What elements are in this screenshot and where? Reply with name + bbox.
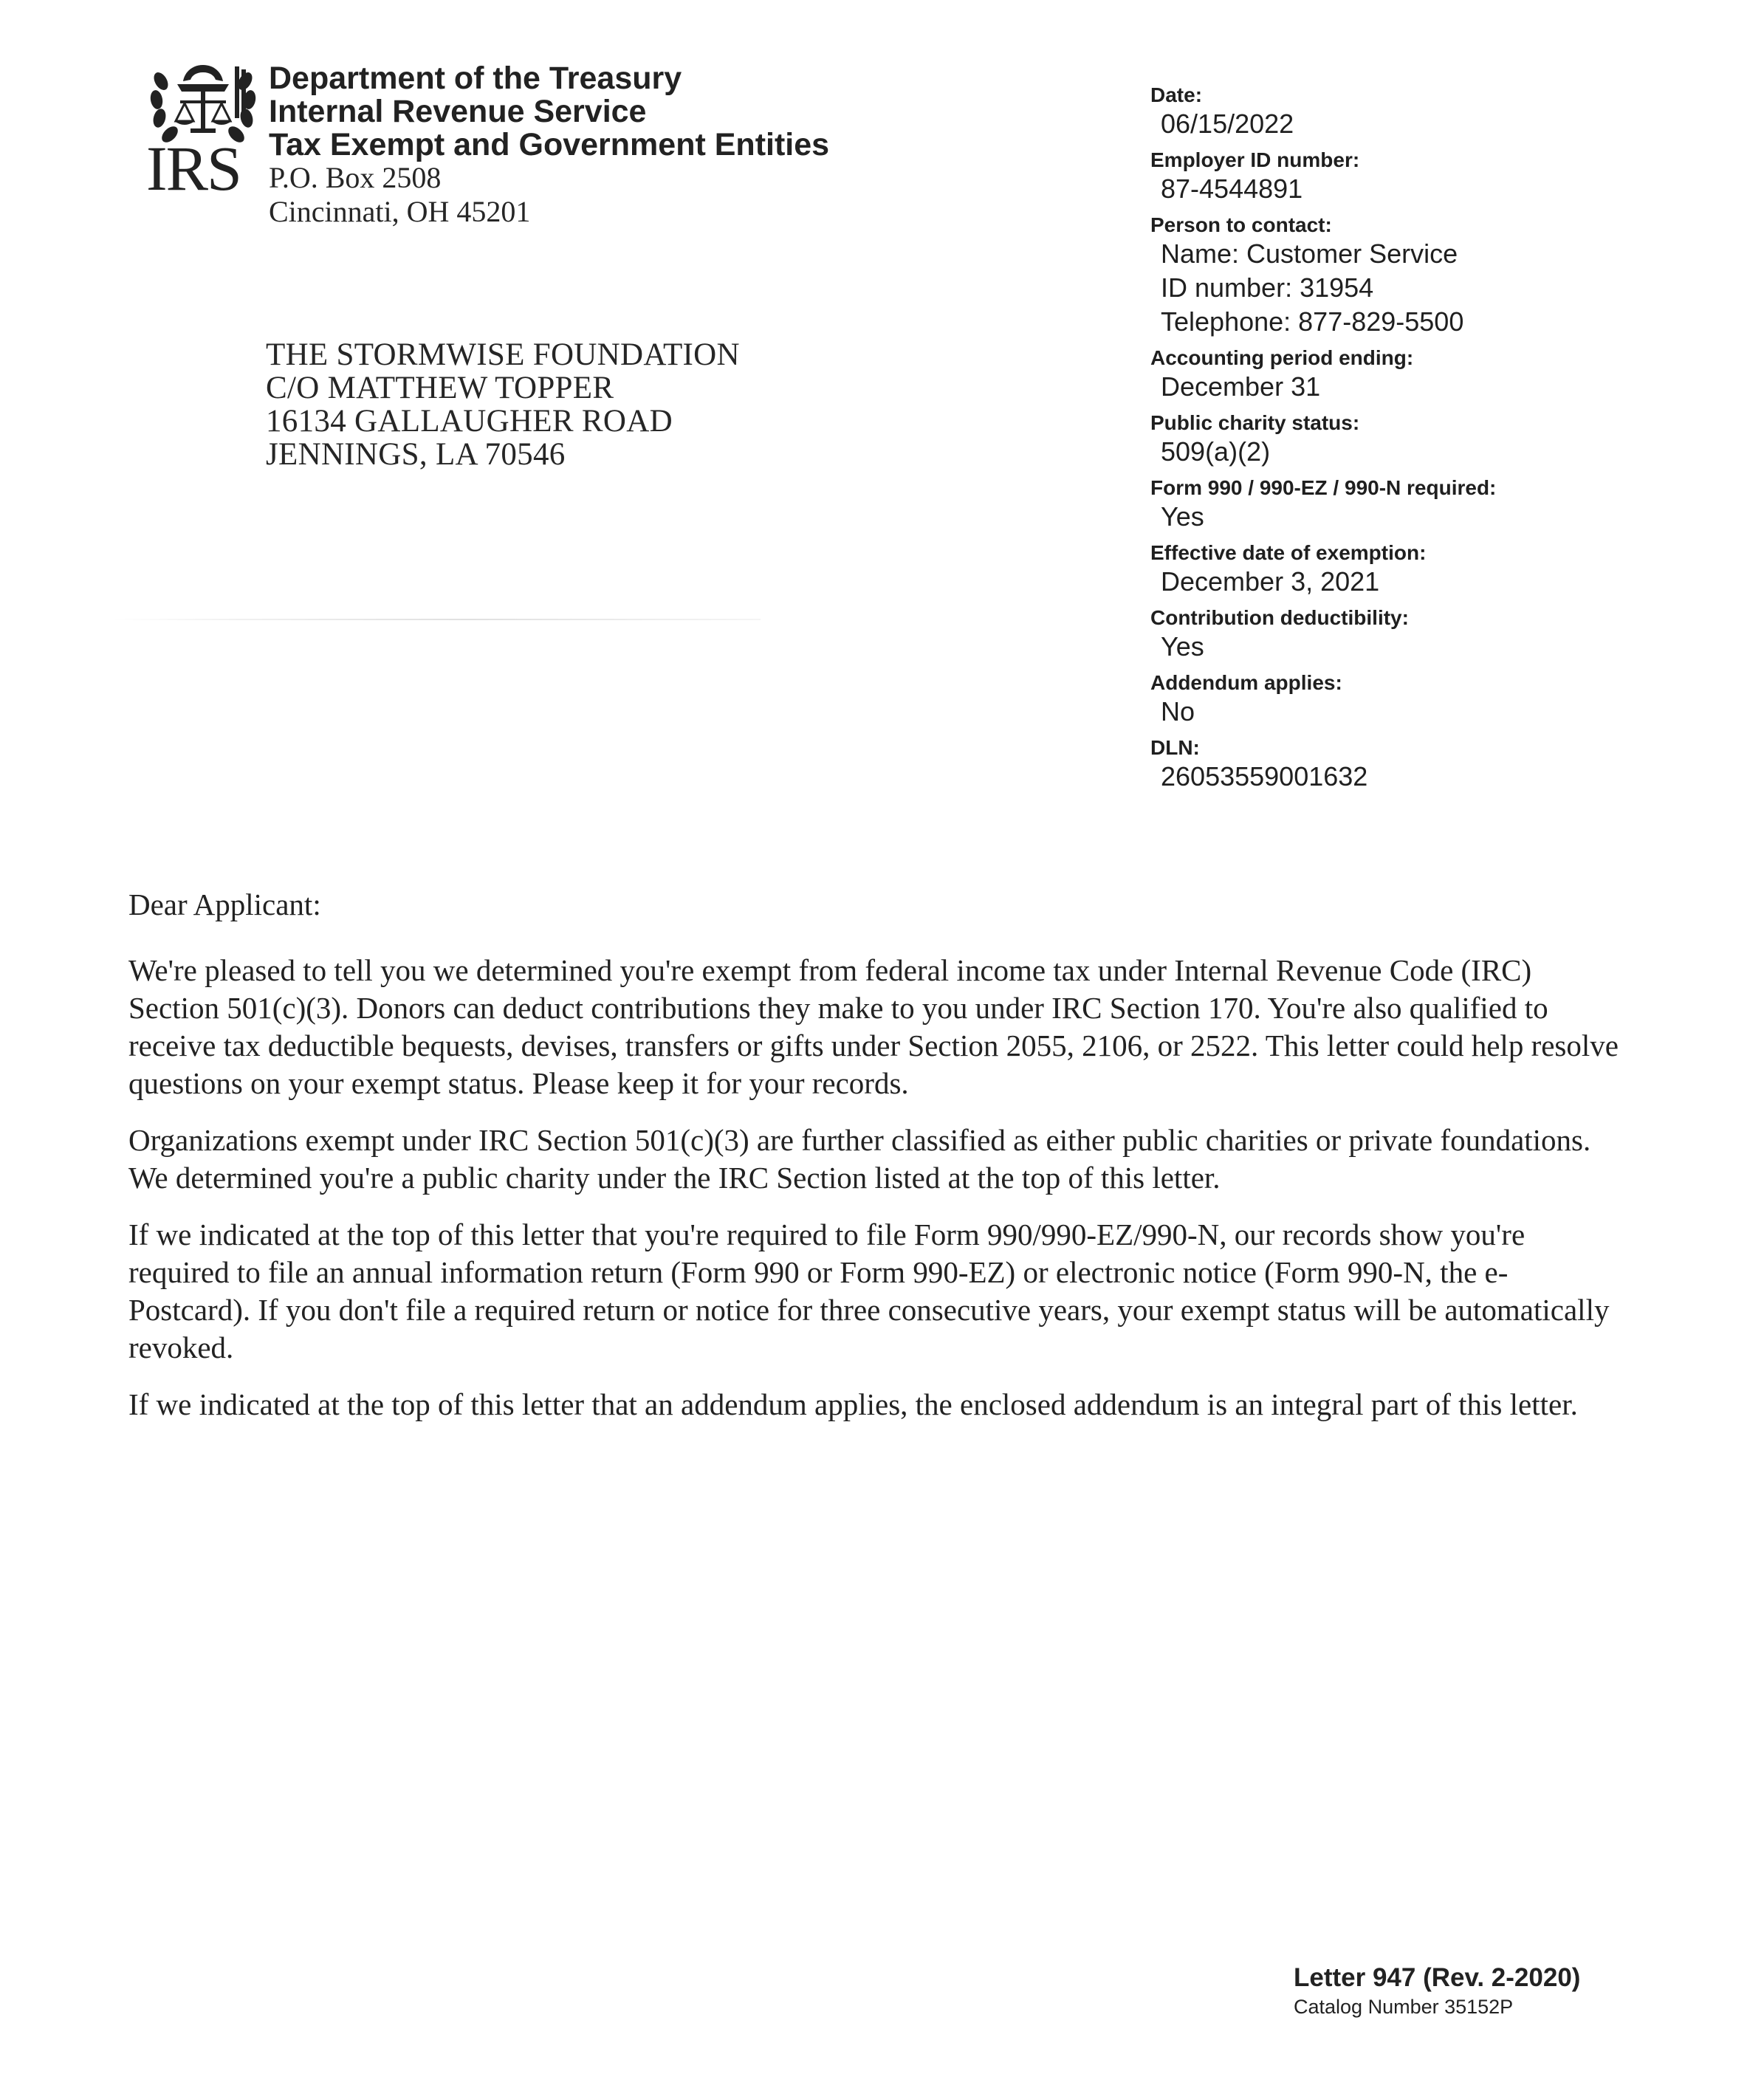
letter-body: [128, 886, 1620, 1443]
recipient-city: JENNINGS, LA 70546: [266, 437, 566, 472]
deductibility-label: Contribution deductibility:: [1150, 606, 1409, 629]
paragraph-exemption: We're pleased to tell you we determined you're exempt from federal income tax under Internal Revenue Code (IRC) Section 501(c)(3). Donors can deduct contributions they make to you under IRC Section 170. You're also qualified to receive tax deductible bequests, devises, transfers or gifts under Section 2055, 2106, or 2522. This letter could help resolve questions on your exempt status. Please keep it for your records.: [128, 953, 1619, 1100]
recipient-name: THE STORMWISE FOUNDATION: [266, 337, 740, 372]
effective-date-value: December 3, 2021: [1161, 566, 1380, 597]
contact-id: ID number: 31954: [1161, 272, 1374, 303]
charity-status-label: Public charity status:: [1150, 411, 1360, 434]
sender-line-irs: Internal Revenue Service: [269, 94, 647, 129]
catalog-number: Catalog Number 35152P: [1294, 1996, 1514, 2018]
letter-footer: [1294, 1962, 1580, 2020]
form-required-value: Yes: [1161, 501, 1204, 532]
ein-value: 87-4544891: [1161, 174, 1303, 204]
salutation: Dear Applicant:: [128, 887, 321, 921]
return-address: [269, 161, 530, 229]
form-identifier: Letter 947 (Rev. 2-2020): [1294, 1963, 1581, 1992]
dln-label: DLN:: [1150, 736, 1200, 759]
paragraph-filing: If we indicated at the top of this letter that you're required to file Form 990/990-EZ/990-N, our records show you're required to file an annual information return (Form 990 or Form 990-EZ) or electronic notice (Form 990-N, the e-Postcard). If you don't file a required return or notice for three consecutive years, your exempt status will be automatically revoked.: [128, 1218, 1610, 1364]
recipient-street: 16134 GALLAUGHER ROAD: [266, 404, 673, 439]
accounting-period-label: Accounting period ending:: [1150, 346, 1414, 369]
ein-label: Employer ID number:: [1150, 148, 1360, 171]
contact-label: Person to contact:: [1150, 213, 1332, 236]
sender-agency: [269, 62, 829, 162]
return-address-city: Cincinnati, OH 45201: [269, 195, 531, 228]
return-address-pobox: P.O. Box 2508: [269, 161, 442, 194]
contact-name: Name: Customer Service: [1161, 238, 1458, 269]
addendum-value: No: [1161, 696, 1195, 727]
paragraph-addendum: If we indicated at the top of this letter that an addendum applies, the enclosed addendum is an integral part of this letter.: [128, 1387, 1578, 1421]
date-value: 06/15/2022: [1161, 109, 1294, 139]
contact-phone: Telephone: 877-829-5500: [1161, 306, 1464, 337]
recipient-address: [266, 338, 740, 471]
effective-date-label: Effective date of exemption:: [1150, 541, 1427, 564]
charity-status-value: 509(a)(2): [1161, 436, 1271, 467]
deductibility-value: Yes: [1161, 631, 1204, 662]
accounting-period-value: December 31: [1161, 371, 1321, 402]
sender-line-division: Tax Exempt and Government Entities: [269, 127, 830, 162]
form-required-label: Form 990 / 990-EZ / 990-N required:: [1150, 476, 1497, 499]
irs-wordmark: IRS: [146, 133, 241, 204]
sender-line-department: Department of the Treasury: [269, 61, 682, 96]
scan-artifact-line: [111, 619, 761, 620]
date-label: Date:: [1150, 83, 1203, 106]
dln-value: 26053559001632: [1161, 761, 1368, 791]
letter-info-block: [1150, 83, 1496, 800]
recipient-care-of: C/O MATTHEW TOPPER: [266, 371, 614, 405]
paragraph-classification: Organizations exempt under IRC Section 501(c)(3) are further classified as either public charities or private foundations. We determined you're a public charity under the IRC Section listed at the top of this letter.: [128, 1123, 1591, 1195]
addendum-label: Addendum applies:: [1150, 671, 1342, 694]
